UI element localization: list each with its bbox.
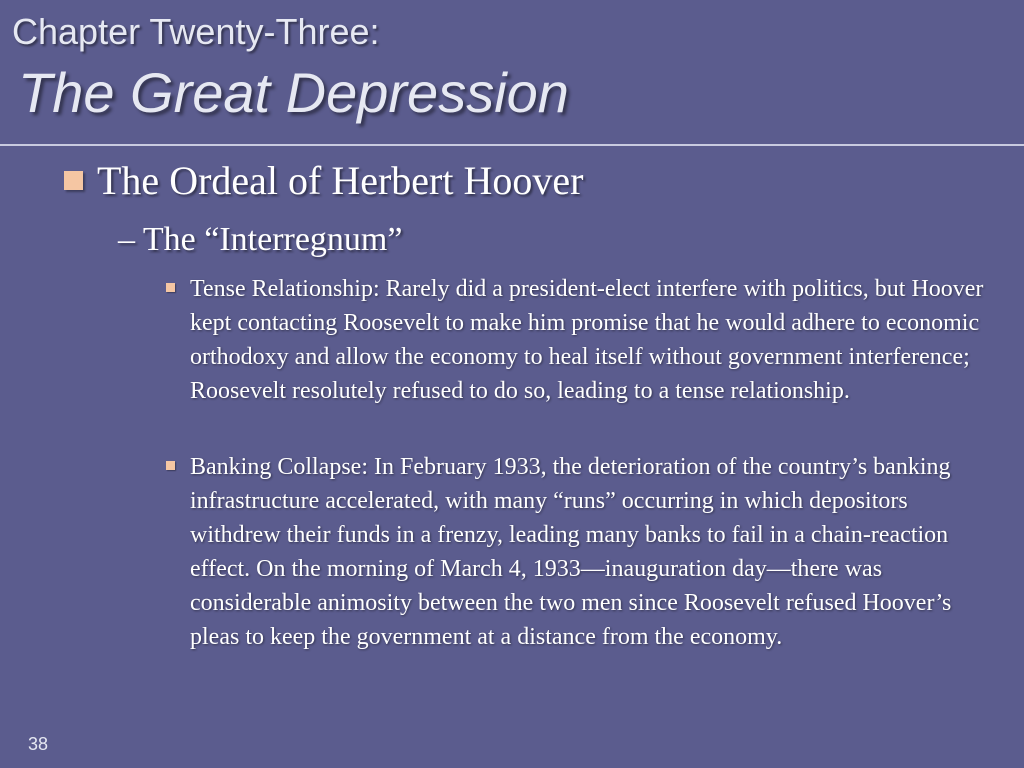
bullet-banking-collapse bbox=[166, 450, 986, 654]
slide-number: 38 bbox=[28, 734, 49, 754]
bullet-text: Banking Collapse: In February 1933, the deterioration of the country’s banking infrastructure accelerated, with many “runs” occurring in which depositors withdrew their funds in a frenzy, leading many banks to fail in a chain-reaction effect. On the morning of March 4, 1933—inauguration day—there was considerable animosity between the two men since Roosevelt refused Hoover’s pleas to keep the government at a distance from the economy. bbox=[190, 454, 952, 650]
level2-item: – The “Interregnum” bbox=[118, 221, 403, 258]
slide-title-main: The Great Depression bbox=[18, 61, 569, 124]
title-divider bbox=[0, 144, 1024, 146]
slide-title-chapter: Chapter Twenty-Three: bbox=[12, 11, 380, 52]
level1-item bbox=[64, 156, 583, 206]
square-bullet-icon bbox=[64, 171, 83, 190]
bullet-tense-relationship bbox=[166, 272, 986, 408]
small-square-bullet-icon bbox=[166, 461, 175, 470]
small-square-bullet-icon bbox=[166, 283, 175, 292]
level1-text: The Ordeal of Herbert Hoover bbox=[97, 158, 584, 203]
bullet-text: Tense Relationship: Rarely did a president-elect interfere with politics, but Hoover kept contacting Roosevelt to make him promise that he would adhere to economic orthodoxy and allow the economy to heal itself without government interference; Roosevelt resolutely refused to do so, leading to a tense relationship. bbox=[190, 276, 984, 404]
